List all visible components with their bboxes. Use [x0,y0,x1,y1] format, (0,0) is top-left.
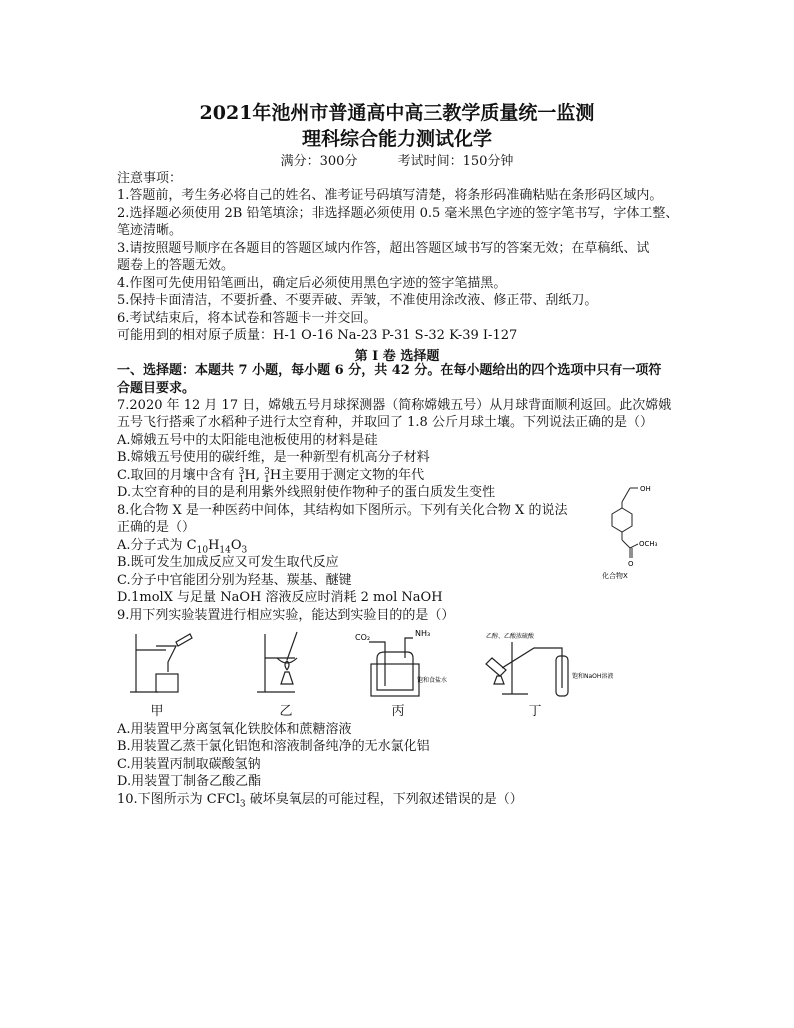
q8-stem: 正确的是（） [117,520,196,535]
q8-option-c: C.分子中官能团分别为羟基、羰基、醚键 [117,573,352,588]
notes-line: 1.答题前，考生务必将自己的姓名、准考证号码填写清楚，将条形码准确粘贴在条形码区域内。 [117,188,663,203]
q8-option-b: B.既可发生加成反应又可发生取代反应 [117,555,339,570]
struct-o-label: O [628,560,634,568]
q8-option-d: D.1molX 与足量 NaOH 溶液反应时消耗 2 mol NaOH [117,590,443,605]
beaker [156,674,178,692]
q10-stem: 10.下图所示为 CFCl$_3$ 破坏臭氧层的可能过程，下列叙述错误的是（） [117,792,523,810]
notes-line: 笔迹清晰。 [117,223,183,238]
apparatus-c-caption: 丙 [391,704,405,719]
apparatus-b-caption: 乙 [279,704,293,719]
water-bath [371,664,419,696]
compound-x-structure [600,478,690,582]
q9-stem: 9.用下列实验装置进行相应实验，能达到实验目的的是（） [117,608,455,623]
benzene-ring [612,508,632,532]
notes-line: 5.保持卡面清洁，不要折叠、不要弄破、弄皱，不准使用涂改液、修正带、刮纸刀。 [117,293,598,308]
flask [377,652,413,690]
notes-heading: 注意事项： [117,171,183,186]
delivery-tube [502,648,562,688]
notes-line: 2.选择题必须使用 2B 铅笔填涂；非选择题必须使用 0.5 毫米黑色字迹的签字笔书写，字体工整、 [117,206,679,221]
score-info: 满分：300分 [280,154,358,169]
q7-stem: 五号飞行搭乘了水稻种子进行太空育种，并取回了 1.8 公斤月球土壤。下列说法正确的是（） [117,415,653,430]
q9-option-b: B.用装置乙蒸干氯化铝饱和溶液制备纯净的无水氯化铝 [117,739,430,754]
exam-title: 2021年池州市普通高中高三教学质量统一监测 [199,102,595,124]
bond [622,488,630,502]
section-intro: 一、选择题：本题共 7 小题，每小题 6 分，共 42 分。在每小题给出的四个选项中只有一项符 [117,363,662,378]
q9-option-d: D.用装置丁制备乙酸乙酯 [117,774,262,789]
q7-stem: 7.2020 年 12 月 17 日，嫦娥五号月球探测器（简称嫦娥五号）从月球背面顺利返回。此次嫦娥 [117,398,672,413]
beaker-pour [176,634,192,646]
naoh-label: 饱和NaOH溶液 [572,673,614,680]
q9-option-a: A.用装置甲分离氢氧化铁胶体和蔗糖溶液 [117,722,352,737]
struct-oh-label: OH [640,485,651,493]
notes-line: 6.考试结束后，将本试卷和答题卡一并交回。 [117,311,377,326]
notes-line: 3.请按照题号顺序在各题目的答题区域内作答，超出答题区域书写的答案无效；在草稿纸、试 [117,241,650,256]
q8-option-a: A.分子式为 $C_{10}H_{14}O_3$ [117,538,248,556]
bond [630,544,638,548]
saline-label: 饱和食盐水 [417,677,448,684]
q7-option-c: C.取回的月壤中含有 3 1H, 3 1H主要用于测定文物的年代 [117,466,425,485]
bond [622,540,630,548]
atomic-mass-line: 可能用到的相对原子质量：H-1 O-16 Na-23 P-31 S-32 K-39 I-127 [117,328,518,343]
struct-och3-label: OCH₃ [639,540,658,548]
section-intro: 合题目要求。 [117,381,196,396]
exam-meta [0,150,794,169]
apparatus-a-caption: 甲 [150,704,164,719]
co2-label: CO₂ [355,633,371,642]
notes-line: 题卷上的答题无效。 [117,258,235,273]
q7-option-b: B.嫦娥五号使用的碳纤维，是一种新型有机高分子材料 [117,450,430,465]
apparatus-d-caption: 丁 [528,704,542,719]
flame [285,661,289,670]
struct-name-label: 化合物X [602,572,628,580]
time-info: 考试时间：150分钟 [397,154,514,169]
alcohol-lamp [494,676,504,684]
q8-stem: 8.化合物 X 是一种医药中间体，其结构如下图所示。下列有关化合物 X 的说法 [117,503,568,518]
section-title: 第 I 卷 选择题 [354,349,440,364]
q9-option-c: C.用装置丙制取碳酸氢钠 [117,757,261,772]
nh3-label: NH₃ [415,629,431,638]
alcohol-lamp [281,672,293,684]
notes-line: 4.作图可先使用铅笔画出，确定后必须使用黑色字迹的签字笔描黑。 [117,276,507,291]
q7-option-d: D.太空育种的目的是利用紫外线照射使作物种子的蛋白质发生变性 [117,485,496,500]
reagent-label: 乙醇、乙酸浓硫酸 [486,633,535,640]
glass-rod [287,632,297,660]
q7-option-a: A.嫦娥五号中的太阳能电池板使用的材料是硅 [117,433,378,448]
exam-subtitle: 理科综合能力测试化学 [301,128,492,150]
